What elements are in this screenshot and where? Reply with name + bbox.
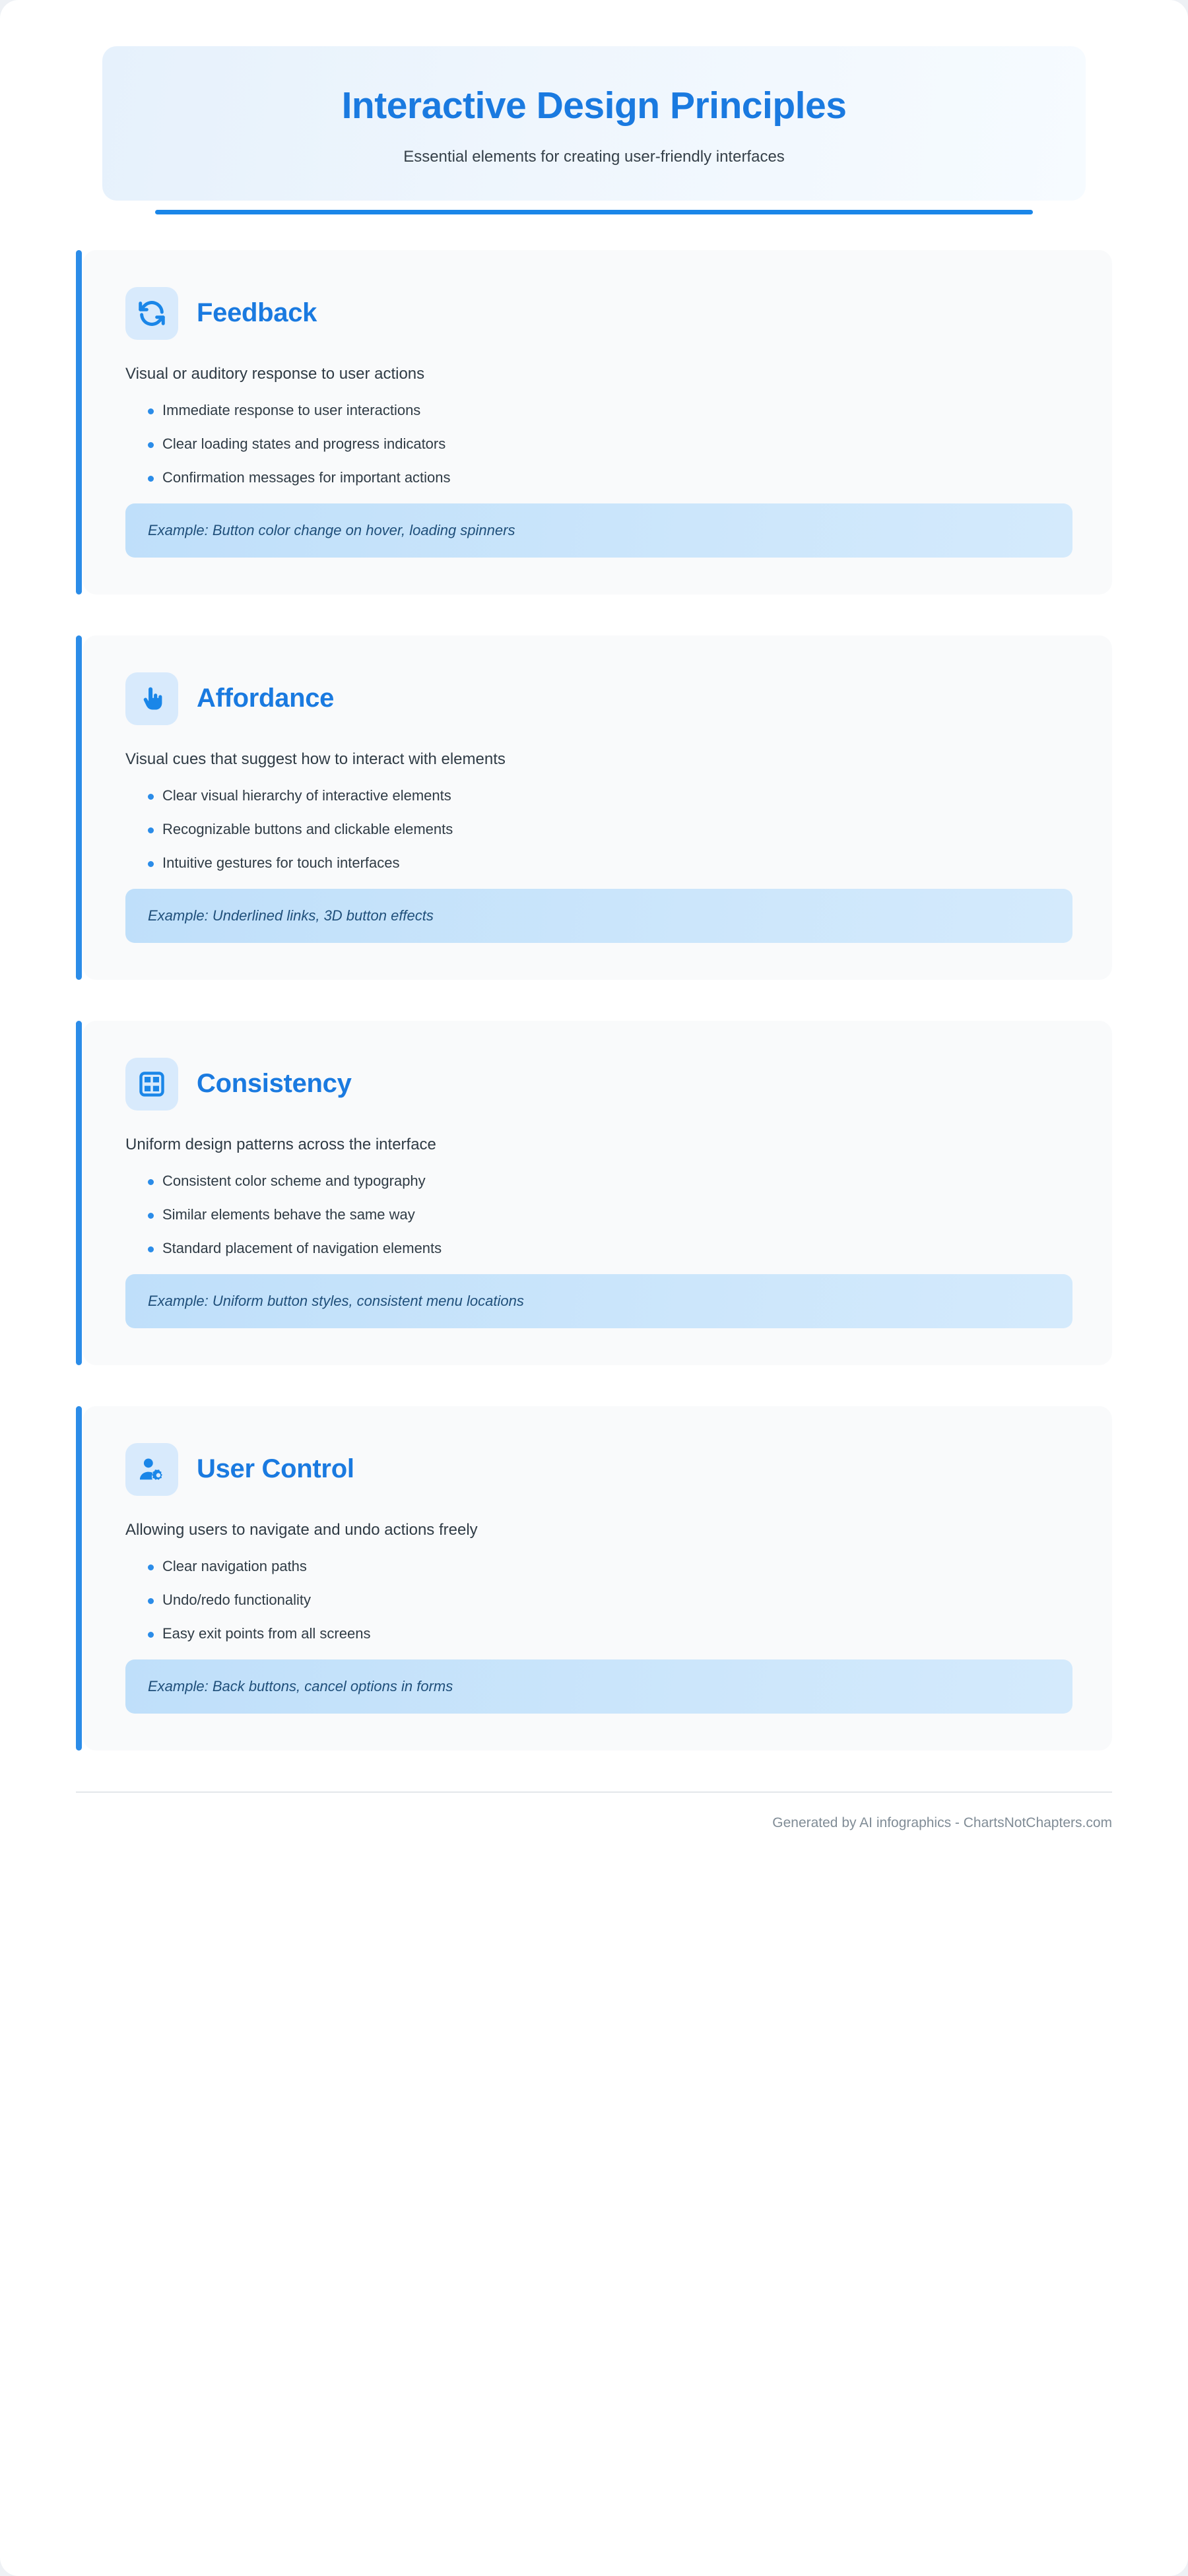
list-item: Similar elements behave the same way — [125, 1206, 1072, 1223]
card-description: Allowing users to navigate and undo actions freely — [125, 1520, 478, 1539]
header-banner — [102, 46, 1086, 201]
card-accent-bar — [76, 1406, 82, 1751]
page-title: Interactive Design Principles — [341, 84, 847, 127]
card-example-box: Example: Uniform button styles, consistent menu locations — [125, 1274, 1072, 1328]
list-item: Confirmation messages for important actions — [125, 469, 1072, 486]
card-header — [125, 672, 1072, 725]
list-item: Immediate response to user interactions — [125, 402, 1072, 419]
card-bullet-list — [125, 402, 1072, 486]
list-item: Standard placement of navigation elements — [125, 1240, 1072, 1257]
list-item: Consistent color scheme and typography — [125, 1173, 1072, 1190]
card-header — [125, 1443, 1072, 1496]
user-settings-icon — [125, 1443, 178, 1496]
principle-card-affordance — [76, 635, 1112, 980]
card-title: Affordance — [197, 684, 335, 713]
card-description: Visual or auditory response to user actions — [125, 364, 425, 383]
card-title: Feedback — [197, 298, 317, 328]
list-item: Undo/redo functionality — [125, 1592, 1072, 1609]
card-header — [125, 287, 1072, 340]
card-body — [83, 635, 1112, 980]
card-accent-bar — [76, 1021, 82, 1365]
footer — [76, 1791, 1112, 1857]
card-bullet-list — [125, 1173, 1072, 1257]
card-description: Visual cues that suggest how to interact with elements — [125, 750, 506, 768]
list-item: Clear loading states and progress indicators — [125, 435, 1072, 453]
list-item: Clear visual hierarchy of interactive elements — [125, 787, 1072, 804]
pointing-hand-icon — [125, 672, 178, 725]
card-body — [83, 250, 1112, 595]
principle-card-feedback — [76, 250, 1112, 595]
principle-card-user-control — [76, 1406, 1112, 1751]
card-body — [83, 1406, 1112, 1751]
list-item: Intuitive gestures for touch interfaces — [125, 854, 1072, 872]
card-body — [83, 1021, 1112, 1365]
refresh-sync-icon — [125, 287, 178, 340]
footer-credit: Generated by AI infographics - ChartsNotChapters.com — [772, 1815, 1112, 1830]
principles-list — [76, 250, 1112, 1751]
card-example-box: Example: Underlined links, 3D button effects — [125, 889, 1072, 943]
card-example-box: Example: Back buttons, cancel options in forms — [125, 1659, 1072, 1714]
grid-layout-icon — [125, 1058, 178, 1111]
card-title: User Control — [197, 1454, 354, 1484]
card-accent-bar — [76, 250, 82, 595]
principle-card-consistency — [76, 1021, 1112, 1365]
card-header — [125, 1058, 1072, 1111]
card-title: Consistency — [197, 1069, 352, 1099]
card-bullet-list — [125, 787, 1072, 872]
card-bullet-list — [125, 1558, 1072, 1642]
card-accent-bar — [76, 635, 82, 980]
list-item: Clear navigation paths — [125, 1558, 1072, 1575]
list-item: Recognizable buttons and clickable elements — [125, 821, 1072, 838]
header-divider — [155, 210, 1033, 214]
card-description: Uniform design patterns across the interface — [125, 1135, 436, 1153]
card-example-box: Example: Button color change on hover, loading spinners — [125, 503, 1072, 558]
list-item: Easy exit points from all screens — [125, 1625, 1072, 1642]
page-subtitle: Essential elements for creating user-friendly interfaces — [403, 147, 785, 166]
